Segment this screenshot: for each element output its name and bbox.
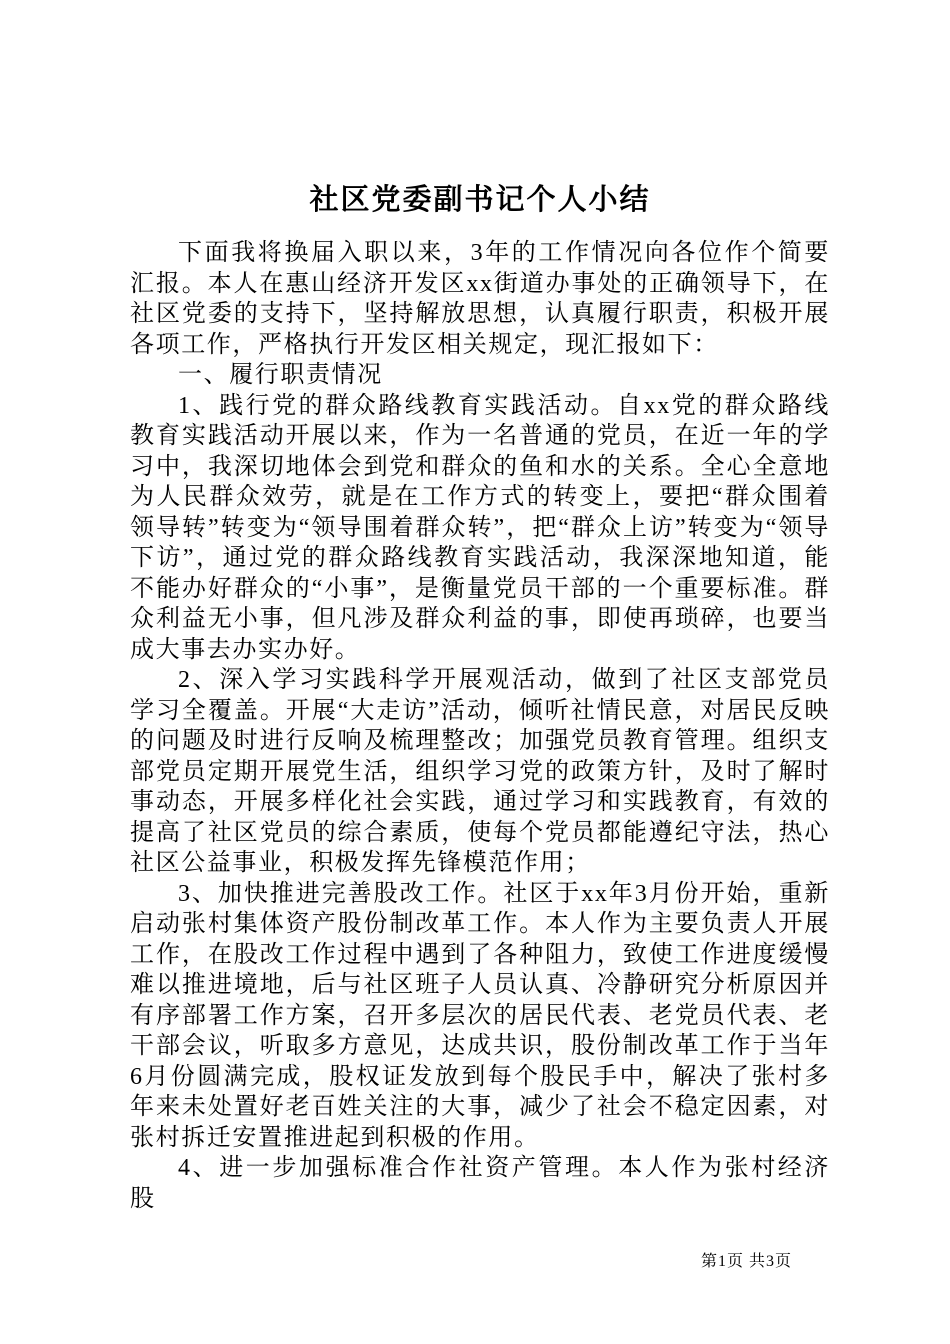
paragraph-item-2: 2、深入学习实践科学开展观活动，做到了社区支部党员学习全覆盖。开展“大走访”活动，倾听社情民意，对居民反映的问题及时进行反响及梳理整改；加强党员教育管理。组织支部党员定期开展党生活，组织学习党的政策方针，及时了解时事动态，开展多样化社会实践，通过学习和实践教育，有效的提高了社区党员的综合素质，使每个党员都能遵纪守法，热心社区公益事业，积极发挥先锋模范作用； xyxy=(130,667,830,876)
paragraph-item-1: 1、践行党的群众路线教育实践活动。自xx党的群众路线教育实践活动开展以来，作为一名普通的党员，在近一年的学习中，我深切地体会到党和群众的鱼和水的关系。全心全意地为人民群众效劳，就是在工作方式的转变上，要把“群众围着领导转”转变为“领导围着群众转”，把“群众上访”转变为“领导下访”，通过党的群众路线教育实践活动，我深深地知道，能不能办好群众的“小事”，是衡量党员干部的一个重要标准。群众利益无小事，但凡涉及群众利益的事，即使再琐碎，也要当成大事去办实办好。 xyxy=(130,392,830,663)
page-number-indicator: 第1页 共3页 xyxy=(700,1253,792,1270)
page-footer xyxy=(701,1248,792,1271)
section-heading-duties: 一、履行职责情况 xyxy=(178,362,383,388)
paragraph-intro: 下面我将换届入职以来，3年的工作情况向各位作个简要汇报。本人在惠山经济开发区xx街道办事处的正确领导下，在社区党委的支持下，坚持解放思想，认真履行职责，积极开展各项工作，严格执行开发区相关规定，现汇报如下： xyxy=(130,240,830,358)
paragraph-item-4-partial: 4、进一步加强标准合作社资产管理。本人作为张村经济股 xyxy=(130,1155,830,1212)
paragraph-item-3: 3、加快推进完善股改工作。社区于xx年3月份开始，重新启动张村集体资产股份制改革工作。本人作为主要负责人开展工作，在股改工作过程中遇到了各种阻力，致使工作进度缓慢难以推进境地，后与社区班子人员认真、冷静研究分析原因并有序部署工作方案，召开多层次的居民代表、老党员代表、老干部会议，听取多方意见，达成共识，股份制改革工作于当年6月份圆满完成，股权证发放到每个股民手中，解决了张村多年来未处置好老百姓关注的大事，减少了社会不稳定因素，对张村拆迁安置推进起到积极的作用。 xyxy=(130,880,830,1151)
document-title: 社区党委副书记个人小结 xyxy=(309,184,651,216)
